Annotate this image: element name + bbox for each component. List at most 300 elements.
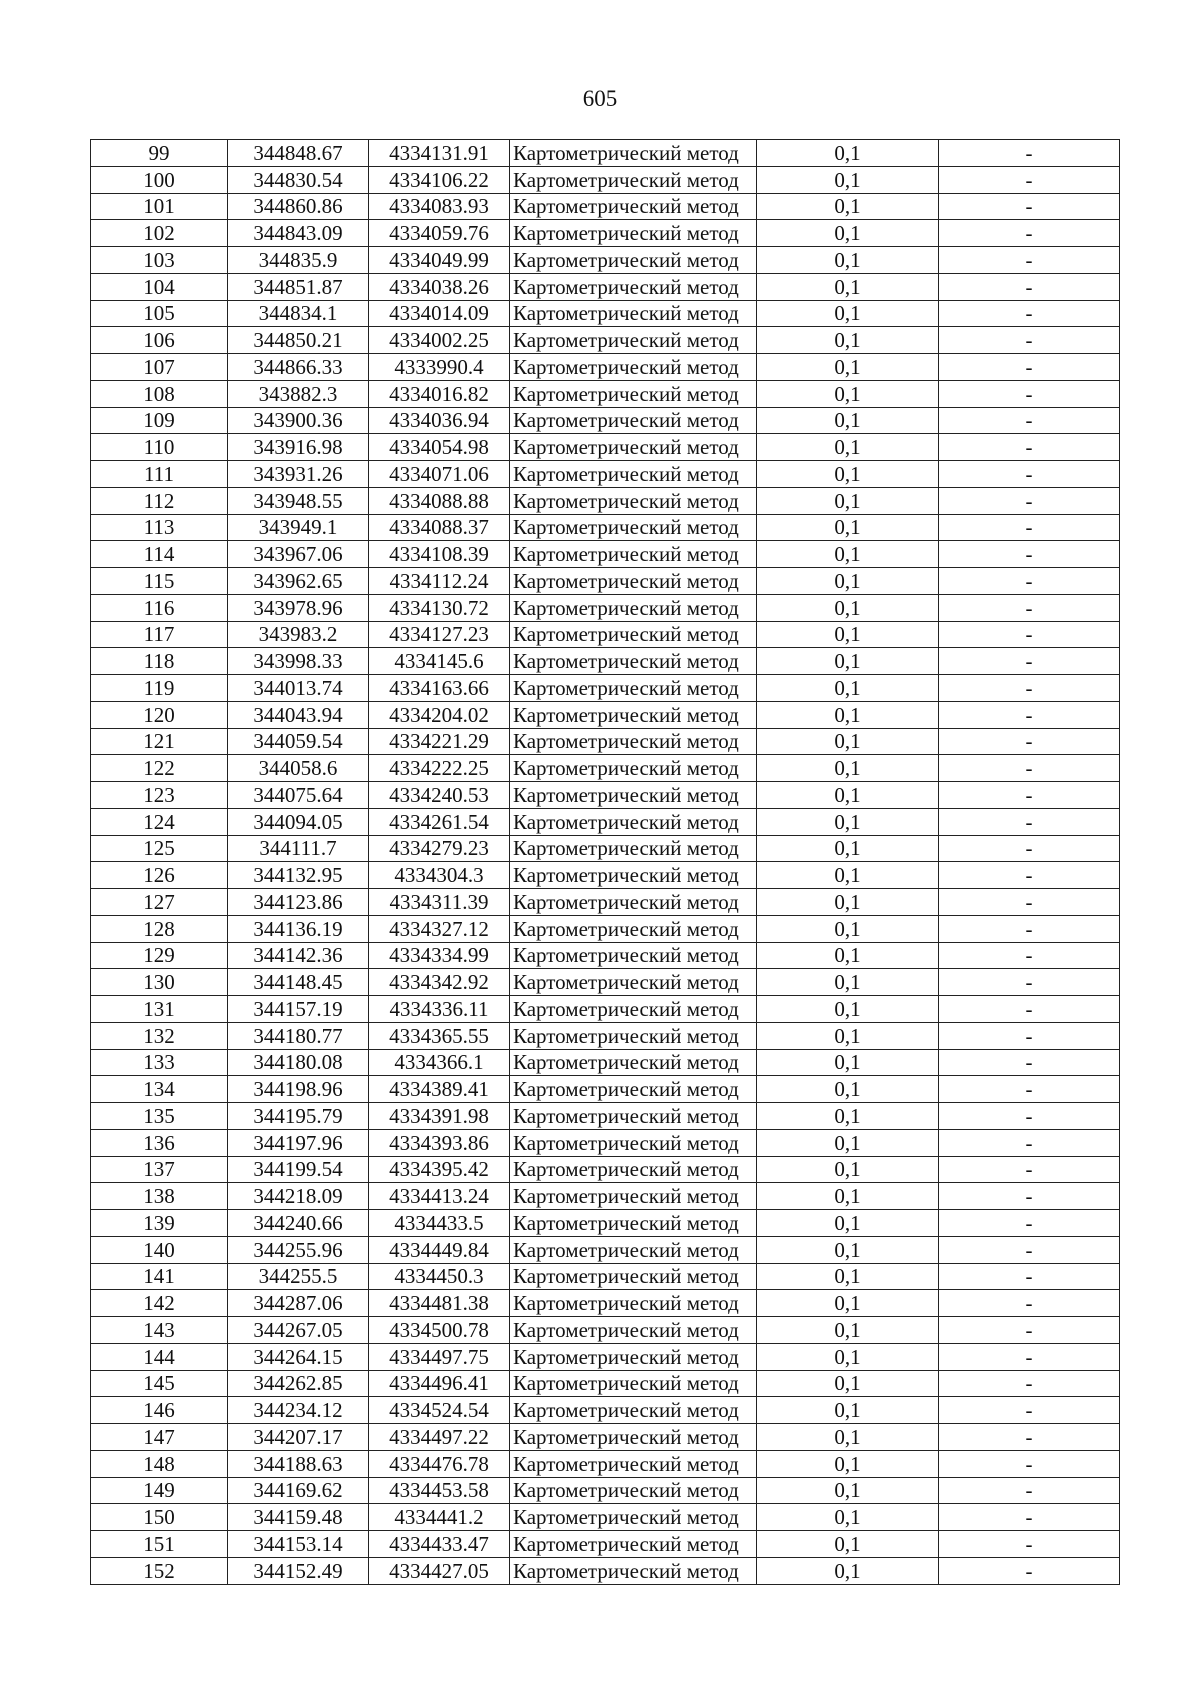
note-cell: - <box>939 568 1120 595</box>
table-row <box>91 1424 1120 1451</box>
y-coordinate-cell: 4334450.3 <box>369 1263 510 1290</box>
point-number-cell: 151 <box>91 1531 228 1558</box>
method-cell: Картометрический метод <box>510 969 757 996</box>
accuracy-cell: 0,1 <box>757 755 939 782</box>
method-cell: Картометрический метод <box>510 1504 757 1531</box>
table-row <box>91 701 1120 728</box>
x-coordinate-cell: 344234.12 <box>228 1397 369 1424</box>
table-row <box>91 1343 1120 1370</box>
x-coordinate-cell: 344262.85 <box>228 1370 369 1397</box>
accuracy-cell: 0,1 <box>757 1370 939 1397</box>
table-row <box>91 1076 1120 1103</box>
method-cell: Картометрический метод <box>510 220 757 247</box>
y-coordinate-cell: 4334088.88 <box>369 487 510 514</box>
table-row <box>91 648 1120 675</box>
method-cell: Картометрический метод <box>510 1210 757 1237</box>
x-coordinate-cell: 344132.95 <box>228 862 369 889</box>
point-number-cell: 148 <box>91 1450 228 1477</box>
x-coordinate-cell: 344207.17 <box>228 1424 369 1451</box>
note-cell: - <box>939 1183 1120 1210</box>
x-coordinate-cell: 344075.64 <box>228 782 369 809</box>
accuracy-cell: 0,1 <box>757 1450 939 1477</box>
table-row <box>91 621 1120 648</box>
accuracy-cell: 0,1 <box>757 701 939 728</box>
x-coordinate-cell: 343978.96 <box>228 594 369 621</box>
y-coordinate-cell: 4334389.41 <box>369 1076 510 1103</box>
note-cell: - <box>939 1210 1120 1237</box>
method-cell: Картометрический метод <box>510 621 757 648</box>
y-coordinate-cell: 4334433.5 <box>369 1210 510 1237</box>
y-coordinate-cell: 4334497.75 <box>369 1343 510 1370</box>
y-coordinate-cell: 4334366.1 <box>369 1049 510 1076</box>
note-cell: - <box>939 1156 1120 1183</box>
method-cell: Картометрический метод <box>510 862 757 889</box>
accuracy-cell: 0,1 <box>757 487 939 514</box>
note-cell: - <box>939 327 1120 354</box>
method-cell: Картометрический метод <box>510 942 757 969</box>
x-coordinate-cell: 344159.48 <box>228 1504 369 1531</box>
method-cell: Картометрический метод <box>510 594 757 621</box>
accuracy-cell: 0,1 <box>757 273 939 300</box>
note-cell: - <box>939 461 1120 488</box>
method-cell: Картометрический метод <box>510 407 757 434</box>
table-row <box>91 1049 1120 1076</box>
table-row <box>91 300 1120 327</box>
method-cell: Картометрический метод <box>510 808 757 835</box>
note-cell: - <box>939 1477 1120 1504</box>
y-coordinate-cell: 4334049.99 <box>369 247 510 274</box>
point-number-cell: 115 <box>91 568 228 595</box>
note-cell: - <box>939 915 1120 942</box>
accuracy-cell: 0,1 <box>757 969 939 996</box>
method-cell: Картометрический метод <box>510 1450 757 1477</box>
point-number-cell: 136 <box>91 1129 228 1156</box>
x-coordinate-cell: 344180.08 <box>228 1049 369 1076</box>
y-coordinate-cell: 4334038.26 <box>369 273 510 300</box>
table-row <box>91 514 1120 541</box>
point-number-cell: 106 <box>91 327 228 354</box>
x-coordinate-cell: 343948.55 <box>228 487 369 514</box>
x-coordinate-cell: 344142.36 <box>228 942 369 969</box>
table-row <box>91 594 1120 621</box>
table-row <box>91 1317 1120 1344</box>
method-cell: Картометрический метод <box>510 193 757 220</box>
y-coordinate-cell: 4334427.05 <box>369 1557 510 1584</box>
note-cell: - <box>939 755 1120 782</box>
method-cell: Картометрический метод <box>510 487 757 514</box>
x-coordinate-cell: 344111.7 <box>228 835 369 862</box>
y-coordinate-cell: 4334476.78 <box>369 1450 510 1477</box>
note-cell: - <box>939 380 1120 407</box>
y-coordinate-cell: 4334496.41 <box>369 1370 510 1397</box>
table-row <box>91 755 1120 782</box>
method-cell: Картометрический метод <box>510 889 757 916</box>
note-cell: - <box>939 594 1120 621</box>
accuracy-cell: 0,1 <box>757 621 939 648</box>
accuracy-cell: 0,1 <box>757 648 939 675</box>
y-coordinate-cell: 4334131.91 <box>369 140 510 167</box>
table-row <box>91 1236 1120 1263</box>
y-coordinate-cell: 4334311.39 <box>369 889 510 916</box>
point-number-cell: 152 <box>91 1557 228 1584</box>
table-row <box>91 461 1120 488</box>
accuracy-cell: 0,1 <box>757 1076 939 1103</box>
table-row <box>91 380 1120 407</box>
table-row <box>91 728 1120 755</box>
table-body <box>91 140 1120 1585</box>
note-cell: - <box>939 407 1120 434</box>
note-cell: - <box>939 996 1120 1023</box>
accuracy-cell: 0,1 <box>757 675 939 702</box>
table-row <box>91 862 1120 889</box>
method-cell: Картометрический метод <box>510 1129 757 1156</box>
table-row <box>91 1477 1120 1504</box>
accuracy-cell: 0,1 <box>757 1263 939 1290</box>
method-cell: Картометрический метод <box>510 996 757 1023</box>
x-coordinate-cell: 343967.06 <box>228 541 369 568</box>
accuracy-cell: 0,1 <box>757 1424 939 1451</box>
point-number-cell: 133 <box>91 1049 228 1076</box>
x-coordinate-cell: 343882.3 <box>228 380 369 407</box>
accuracy-cell: 0,1 <box>757 1504 939 1531</box>
note-cell: - <box>939 835 1120 862</box>
point-number-cell: 104 <box>91 273 228 300</box>
table-row <box>91 1504 1120 1531</box>
x-coordinate-cell: 344264.15 <box>228 1343 369 1370</box>
method-cell: Картометрический метод <box>510 915 757 942</box>
accuracy-cell: 0,1 <box>757 514 939 541</box>
y-coordinate-cell: 4334163.66 <box>369 675 510 702</box>
table-row <box>91 942 1120 969</box>
x-coordinate-cell: 344197.96 <box>228 1129 369 1156</box>
table-row <box>91 220 1120 247</box>
accuracy-cell: 0,1 <box>757 434 939 461</box>
note-cell: - <box>939 942 1120 969</box>
note-cell: - <box>939 1129 1120 1156</box>
point-number-cell: 134 <box>91 1076 228 1103</box>
coordinates-table <box>90 139 1120 1585</box>
x-coordinate-cell: 343998.33 <box>228 648 369 675</box>
method-cell: Картометрический метод <box>510 1022 757 1049</box>
accuracy-cell: 0,1 <box>757 1477 939 1504</box>
x-coordinate-cell: 343983.2 <box>228 621 369 648</box>
y-coordinate-cell: 4334336.11 <box>369 996 510 1023</box>
y-coordinate-cell: 4334083.93 <box>369 193 510 220</box>
y-coordinate-cell: 4334127.23 <box>369 621 510 648</box>
note-cell: - <box>939 166 1120 193</box>
y-coordinate-cell: 4334088.37 <box>369 514 510 541</box>
point-number-cell: 140 <box>91 1236 228 1263</box>
method-cell: Картометрический метод <box>510 1263 757 1290</box>
accuracy-cell: 0,1 <box>757 1531 939 1558</box>
point-number-cell: 105 <box>91 300 228 327</box>
y-coordinate-cell: 4334365.55 <box>369 1022 510 1049</box>
y-coordinate-cell: 4334261.54 <box>369 808 510 835</box>
point-number-cell: 100 <box>91 166 228 193</box>
point-number-cell: 124 <box>91 808 228 835</box>
x-coordinate-cell: 344830.54 <box>228 166 369 193</box>
method-cell: Картометрический метод <box>510 1156 757 1183</box>
accuracy-cell: 0,1 <box>757 835 939 862</box>
table-row <box>91 1290 1120 1317</box>
point-number-cell: 146 <box>91 1397 228 1424</box>
accuracy-cell: 0,1 <box>757 996 939 1023</box>
note-cell: - <box>939 862 1120 889</box>
table-row <box>91 1210 1120 1237</box>
table-row <box>91 969 1120 996</box>
note-cell: - <box>939 1076 1120 1103</box>
point-number-cell: 129 <box>91 942 228 969</box>
method-cell: Картометрический метод <box>510 1103 757 1130</box>
accuracy-cell: 0,1 <box>757 380 939 407</box>
note-cell: - <box>939 140 1120 167</box>
table-row <box>91 541 1120 568</box>
accuracy-cell: 0,1 <box>757 1236 939 1263</box>
point-number-cell: 149 <box>91 1477 228 1504</box>
note-cell: - <box>939 220 1120 247</box>
accuracy-cell: 0,1 <box>757 594 939 621</box>
accuracy-cell: 0,1 <box>757 1183 939 1210</box>
point-number-cell: 116 <box>91 594 228 621</box>
table-row <box>91 434 1120 461</box>
x-coordinate-cell: 344851.87 <box>228 273 369 300</box>
x-coordinate-cell: 344848.67 <box>228 140 369 167</box>
accuracy-cell: 0,1 <box>757 1317 939 1344</box>
x-coordinate-cell: 344866.33 <box>228 354 369 381</box>
accuracy-cell: 0,1 <box>757 541 939 568</box>
note-cell: - <box>939 701 1120 728</box>
y-coordinate-cell: 4334059.76 <box>369 220 510 247</box>
method-cell: Картометрический метод <box>510 380 757 407</box>
method-cell: Картометрический метод <box>510 1531 757 1558</box>
y-coordinate-cell: 4334002.25 <box>369 327 510 354</box>
y-coordinate-cell: 4334393.86 <box>369 1129 510 1156</box>
point-number-cell: 130 <box>91 969 228 996</box>
point-number-cell: 127 <box>91 889 228 916</box>
method-cell: Картометрический метод <box>510 755 757 782</box>
accuracy-cell: 0,1 <box>757 915 939 942</box>
x-coordinate-cell: 344157.19 <box>228 996 369 1023</box>
y-coordinate-cell: 4334130.72 <box>369 594 510 621</box>
y-coordinate-cell: 4334327.12 <box>369 915 510 942</box>
x-coordinate-cell: 343900.36 <box>228 407 369 434</box>
accuracy-cell: 0,1 <box>757 1290 939 1317</box>
note-cell: - <box>939 247 1120 274</box>
point-number-cell: 122 <box>91 755 228 782</box>
y-coordinate-cell: 4334441.2 <box>369 1504 510 1531</box>
note-cell: - <box>939 273 1120 300</box>
point-number-cell: 143 <box>91 1317 228 1344</box>
accuracy-cell: 0,1 <box>757 327 939 354</box>
table-row <box>91 1129 1120 1156</box>
y-coordinate-cell: 4334334.99 <box>369 942 510 969</box>
method-cell: Картометрический метод <box>510 568 757 595</box>
y-coordinate-cell: 4334016.82 <box>369 380 510 407</box>
point-number-cell: 132 <box>91 1022 228 1049</box>
point-number-cell: 118 <box>91 648 228 675</box>
accuracy-cell: 0,1 <box>757 247 939 274</box>
method-cell: Картометрический метод <box>510 354 757 381</box>
point-number-cell: 135 <box>91 1103 228 1130</box>
table-row <box>91 1397 1120 1424</box>
method-cell: Картометрический метод <box>510 300 757 327</box>
method-cell: Картометрический метод <box>510 140 757 167</box>
note-cell: - <box>939 782 1120 809</box>
table-row <box>91 1156 1120 1183</box>
table-row <box>91 487 1120 514</box>
point-number-cell: 150 <box>91 1504 228 1531</box>
accuracy-cell: 0,1 <box>757 461 939 488</box>
table-row <box>91 1557 1120 1584</box>
method-cell: Картометрический метод <box>510 273 757 300</box>
y-coordinate-cell: 4334304.3 <box>369 862 510 889</box>
table-row <box>91 782 1120 809</box>
x-coordinate-cell: 344255.96 <box>228 1236 369 1263</box>
x-coordinate-cell: 344136.19 <box>228 915 369 942</box>
x-coordinate-cell: 344835.9 <box>228 247 369 274</box>
method-cell: Картометрический метод <box>510 1049 757 1076</box>
x-coordinate-cell: 344267.05 <box>228 1317 369 1344</box>
point-number-cell: 128 <box>91 915 228 942</box>
note-cell: - <box>939 648 1120 675</box>
x-coordinate-cell: 344199.54 <box>228 1156 369 1183</box>
table-row <box>91 273 1120 300</box>
table-row <box>91 1263 1120 1290</box>
point-number-cell: 126 <box>91 862 228 889</box>
method-cell: Картометрический метод <box>510 461 757 488</box>
table-row <box>91 247 1120 274</box>
accuracy-cell: 0,1 <box>757 1210 939 1237</box>
note-cell: - <box>939 487 1120 514</box>
method-cell: Картометрический метод <box>510 1370 757 1397</box>
point-number-cell: 121 <box>91 728 228 755</box>
method-cell: Картометрический метод <box>510 247 757 274</box>
method-cell: Картометрический метод <box>510 648 757 675</box>
page-number: 605 <box>582 86 618 111</box>
note-cell: - <box>939 300 1120 327</box>
x-coordinate-cell: 344153.14 <box>228 1531 369 1558</box>
x-coordinate-cell: 344218.09 <box>228 1183 369 1210</box>
point-number-cell: 123 <box>91 782 228 809</box>
point-number-cell: 110 <box>91 434 228 461</box>
table-row <box>91 193 1120 220</box>
method-cell: Картометрический метод <box>510 701 757 728</box>
point-number-cell: 99 <box>91 140 228 167</box>
note-cell: - <box>939 193 1120 220</box>
y-coordinate-cell: 4334108.39 <box>369 541 510 568</box>
accuracy-cell: 0,1 <box>757 782 939 809</box>
method-cell: Картометрический метод <box>510 835 757 862</box>
method-cell: Картометрический метод <box>510 1290 757 1317</box>
y-coordinate-cell: 4334413.24 <box>369 1183 510 1210</box>
table-row <box>91 327 1120 354</box>
y-coordinate-cell: 4334221.29 <box>369 728 510 755</box>
accuracy-cell: 0,1 <box>757 407 939 434</box>
note-cell: - <box>939 1343 1120 1370</box>
x-coordinate-cell: 344188.63 <box>228 1450 369 1477</box>
method-cell: Картометрический метод <box>510 541 757 568</box>
y-coordinate-cell: 4334279.23 <box>369 835 510 862</box>
point-number-cell: 107 <box>91 354 228 381</box>
accuracy-cell: 0,1 <box>757 942 939 969</box>
x-coordinate-cell: 344059.54 <box>228 728 369 755</box>
x-coordinate-cell: 344860.86 <box>228 193 369 220</box>
y-coordinate-cell: 4334240.53 <box>369 782 510 809</box>
point-number-cell: 142 <box>91 1290 228 1317</box>
y-coordinate-cell: 4334524.54 <box>369 1397 510 1424</box>
x-coordinate-cell: 344123.86 <box>228 889 369 916</box>
x-coordinate-cell: 344834.1 <box>228 300 369 327</box>
y-coordinate-cell: 4334106.22 <box>369 166 510 193</box>
note-cell: - <box>939 434 1120 461</box>
x-coordinate-cell: 343916.98 <box>228 434 369 461</box>
point-number-cell: 125 <box>91 835 228 862</box>
point-number-cell: 109 <box>91 407 228 434</box>
method-cell: Картометрический метод <box>510 434 757 461</box>
method-cell: Картометрический метод <box>510 1343 757 1370</box>
x-coordinate-cell: 344013.74 <box>228 675 369 702</box>
point-number-cell: 101 <box>91 193 228 220</box>
x-coordinate-cell: 344043.94 <box>228 701 369 728</box>
y-coordinate-cell: 4334497.22 <box>369 1424 510 1451</box>
point-number-cell: 111 <box>91 461 228 488</box>
note-cell: - <box>939 1557 1120 1584</box>
method-cell: Картометрический метод <box>510 327 757 354</box>
y-coordinate-cell: 4334481.38 <box>369 1290 510 1317</box>
note-cell: - <box>939 354 1120 381</box>
point-number-cell: 113 <box>91 514 228 541</box>
accuracy-cell: 0,1 <box>757 1397 939 1424</box>
x-coordinate-cell: 344169.62 <box>228 1477 369 1504</box>
x-coordinate-cell: 343931.26 <box>228 461 369 488</box>
table-row <box>91 140 1120 167</box>
table-row <box>91 407 1120 434</box>
note-cell: - <box>939 1263 1120 1290</box>
point-number-cell: 147 <box>91 1424 228 1451</box>
accuracy-cell: 0,1 <box>757 1022 939 1049</box>
y-coordinate-cell: 4334204.02 <box>369 701 510 728</box>
accuracy-cell: 0,1 <box>757 140 939 167</box>
method-cell: Картометрический метод <box>510 1236 757 1263</box>
accuracy-cell: 0,1 <box>757 889 939 916</box>
y-coordinate-cell: 4334071.06 <box>369 461 510 488</box>
y-coordinate-cell: 4334342.92 <box>369 969 510 996</box>
accuracy-cell: 0,1 <box>757 1343 939 1370</box>
note-cell: - <box>939 969 1120 996</box>
method-cell: Картометрический метод <box>510 166 757 193</box>
note-cell: - <box>939 1103 1120 1130</box>
table-row <box>91 1370 1120 1397</box>
point-number-cell: 120 <box>91 701 228 728</box>
table-row <box>91 1183 1120 1210</box>
table-row <box>91 1450 1120 1477</box>
note-cell: - <box>939 675 1120 702</box>
note-cell: - <box>939 1424 1120 1451</box>
method-cell: Картометрический метод <box>510 1477 757 1504</box>
x-coordinate-cell: 344198.96 <box>228 1076 369 1103</box>
table-row <box>91 166 1120 193</box>
method-cell: Картометрический метод <box>510 1424 757 1451</box>
note-cell: - <box>939 1450 1120 1477</box>
note-cell: - <box>939 808 1120 835</box>
y-coordinate-cell: 4334500.78 <box>369 1317 510 1344</box>
y-coordinate-cell: 4334145.6 <box>369 648 510 675</box>
point-number-cell: 131 <box>91 996 228 1023</box>
table-row <box>91 915 1120 942</box>
method-cell: Картометрический метод <box>510 1397 757 1424</box>
x-coordinate-cell: 344240.66 <box>228 1210 369 1237</box>
point-number-cell: 141 <box>91 1263 228 1290</box>
